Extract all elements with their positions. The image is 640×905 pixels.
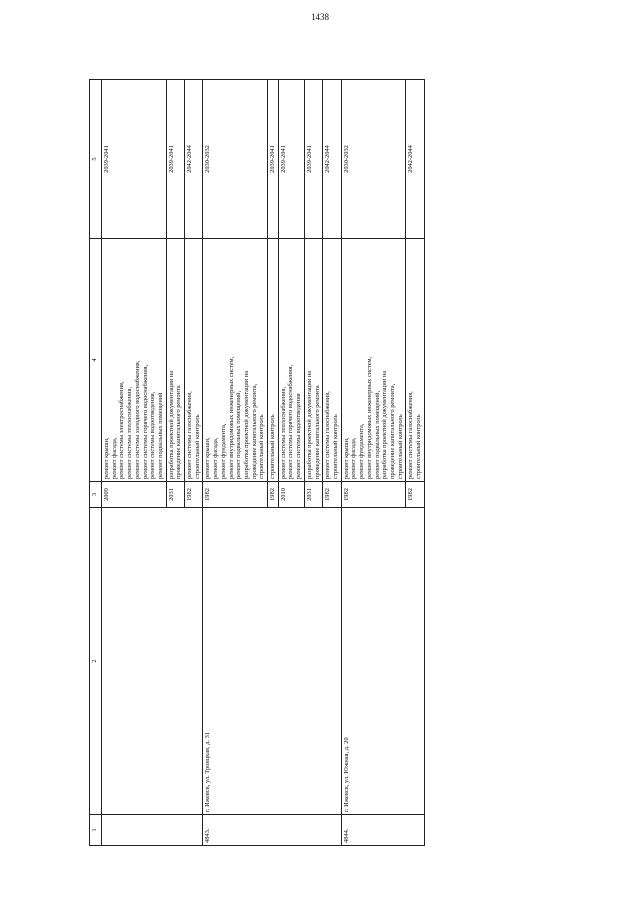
entry-address: г. Ижевск, ул. Троицкая, д. 31 (203, 508, 341, 815)
work-line: строительный контроль (258, 414, 266, 479)
period-cell: 2039-2041 (304, 80, 322, 239)
period-cell: 2042-2044 (185, 80, 203, 239)
entry-address (102, 508, 203, 815)
period-cell: 2030-2032 (341, 80, 406, 239)
work-line: ремонт крыши, (342, 437, 350, 479)
work-line: ремонт системы теплоснабжения, (279, 386, 287, 479)
header-cell-4: 4 (90, 239, 102, 482)
work-line: строительный контроль (331, 414, 339, 479)
period-cell: 2030-2032 (203, 80, 268, 239)
work-line: ремонт крыши, (204, 437, 212, 479)
period-cell: 2039-2041 (166, 80, 184, 239)
work-line: проведение капитального ремонта, (250, 383, 258, 479)
year-cell: 2009 (102, 482, 167, 508)
table-row (341, 80, 406, 846)
year-cell: 1982 (268, 482, 279, 508)
work-line: ремонт фундамента, (219, 423, 227, 479)
entry-number: 4843. (203, 815, 341, 846)
work-line: проведение капитального ремонта (175, 385, 183, 479)
period-cell: 2039-2041 (278, 80, 304, 239)
work-line: ремонт подвальных помещений, (373, 390, 381, 479)
work-line: разработка проектной документации на (167, 370, 175, 479)
work-line: ремонт фасада, (110, 437, 118, 479)
period-cell: 2042-2044 (406, 80, 424, 239)
works-cell (406, 239, 424, 482)
work-line: строительный контроль (415, 414, 423, 479)
work-line: ремонт фасада, (212, 437, 220, 479)
year-cell: 2031 (166, 482, 184, 508)
work-line: ремонт внутридомовых инженерных систем, (365, 356, 373, 479)
table-row (203, 80, 268, 846)
entry-number: 4844. (341, 815, 424, 846)
work-line: строительный контроль (193, 414, 201, 479)
work-line: разработка проектной документации на (242, 370, 250, 479)
work-line: ремонт крыши, (103, 437, 110, 479)
header-cell-5: 5 (90, 80, 102, 239)
period-cell: 2039-2041 (268, 80, 279, 239)
work-line: ремонт системы теплоснабжения, (126, 386, 134, 479)
header-cell-3: 3 (90, 482, 102, 508)
header-cell-2: 2 (90, 508, 102, 815)
header-row (90, 80, 102, 846)
work-line: строительный контроль (269, 414, 277, 479)
year-cell: 1982 (406, 482, 424, 508)
works-cell (166, 239, 184, 482)
work-line: ремонт подвальных помещений (156, 392, 164, 479)
year-cell: 1982 (323, 482, 341, 508)
table-row (102, 80, 167, 846)
rotated-table-wrapper (89, 80, 542, 846)
work-line: ремонт системы газоснабжения, (324, 391, 332, 479)
work-line: ремонт системы газоснабжения, (407, 391, 415, 479)
work-line: ремонт системы водоотведения (295, 393, 303, 479)
works-cell (323, 239, 341, 482)
works-cell (102, 239, 167, 482)
work-line: ремонт системы горячего водоснабжения, (287, 364, 295, 479)
work-line: ремонт системы водоотведения, (149, 391, 157, 479)
works-cell (304, 239, 322, 482)
works-cell (278, 239, 304, 482)
period-cell: 2039-2041 (102, 80, 167, 239)
work-line: ремонт системы горячего водоснабжения, (141, 364, 149, 479)
year-cell: 1982 (203, 482, 268, 508)
works-cell (268, 239, 279, 482)
work-line: ремонт системы газоснабжения, (186, 391, 194, 479)
entry-number (102, 815, 203, 846)
works-cell (341, 239, 406, 482)
work-line: ремонт системы холодного водоснабжения, (133, 360, 141, 479)
header-cell-1: 1 (90, 815, 102, 846)
period-cell: 2042-2044 (323, 80, 341, 239)
work-line: проведение капитального ремонта, (388, 383, 396, 479)
year-cell: 1982 (185, 482, 203, 508)
work-line: ремонт фасада, (350, 437, 358, 479)
works-cell (185, 239, 203, 482)
work-line: строительный контроль (396, 414, 404, 479)
year-cell: 2010 (278, 482, 304, 508)
work-line: проведение капитального ремонта (313, 385, 321, 479)
work-line: ремонт подвальных помещений, (235, 390, 243, 479)
work-line: разработка проектной документации на (305, 370, 313, 479)
page-number: 1438 (311, 12, 329, 22)
work-line: разработка проектной документации на (381, 370, 389, 479)
works-cell (203, 239, 268, 482)
work-line: ремонт внутридомовых инженерных систем, (227, 356, 235, 479)
repair-schedule-table (89, 79, 425, 846)
year-cell: 1982 (341, 482, 406, 508)
work-line: ремонт системы электроснабжения, (118, 381, 126, 479)
entry-address: г. Ижевск, ул. Южная, д. 20 (341, 508, 424, 815)
work-line: ремонт фундамента, (358, 423, 366, 479)
year-cell: 2031 (304, 482, 322, 508)
